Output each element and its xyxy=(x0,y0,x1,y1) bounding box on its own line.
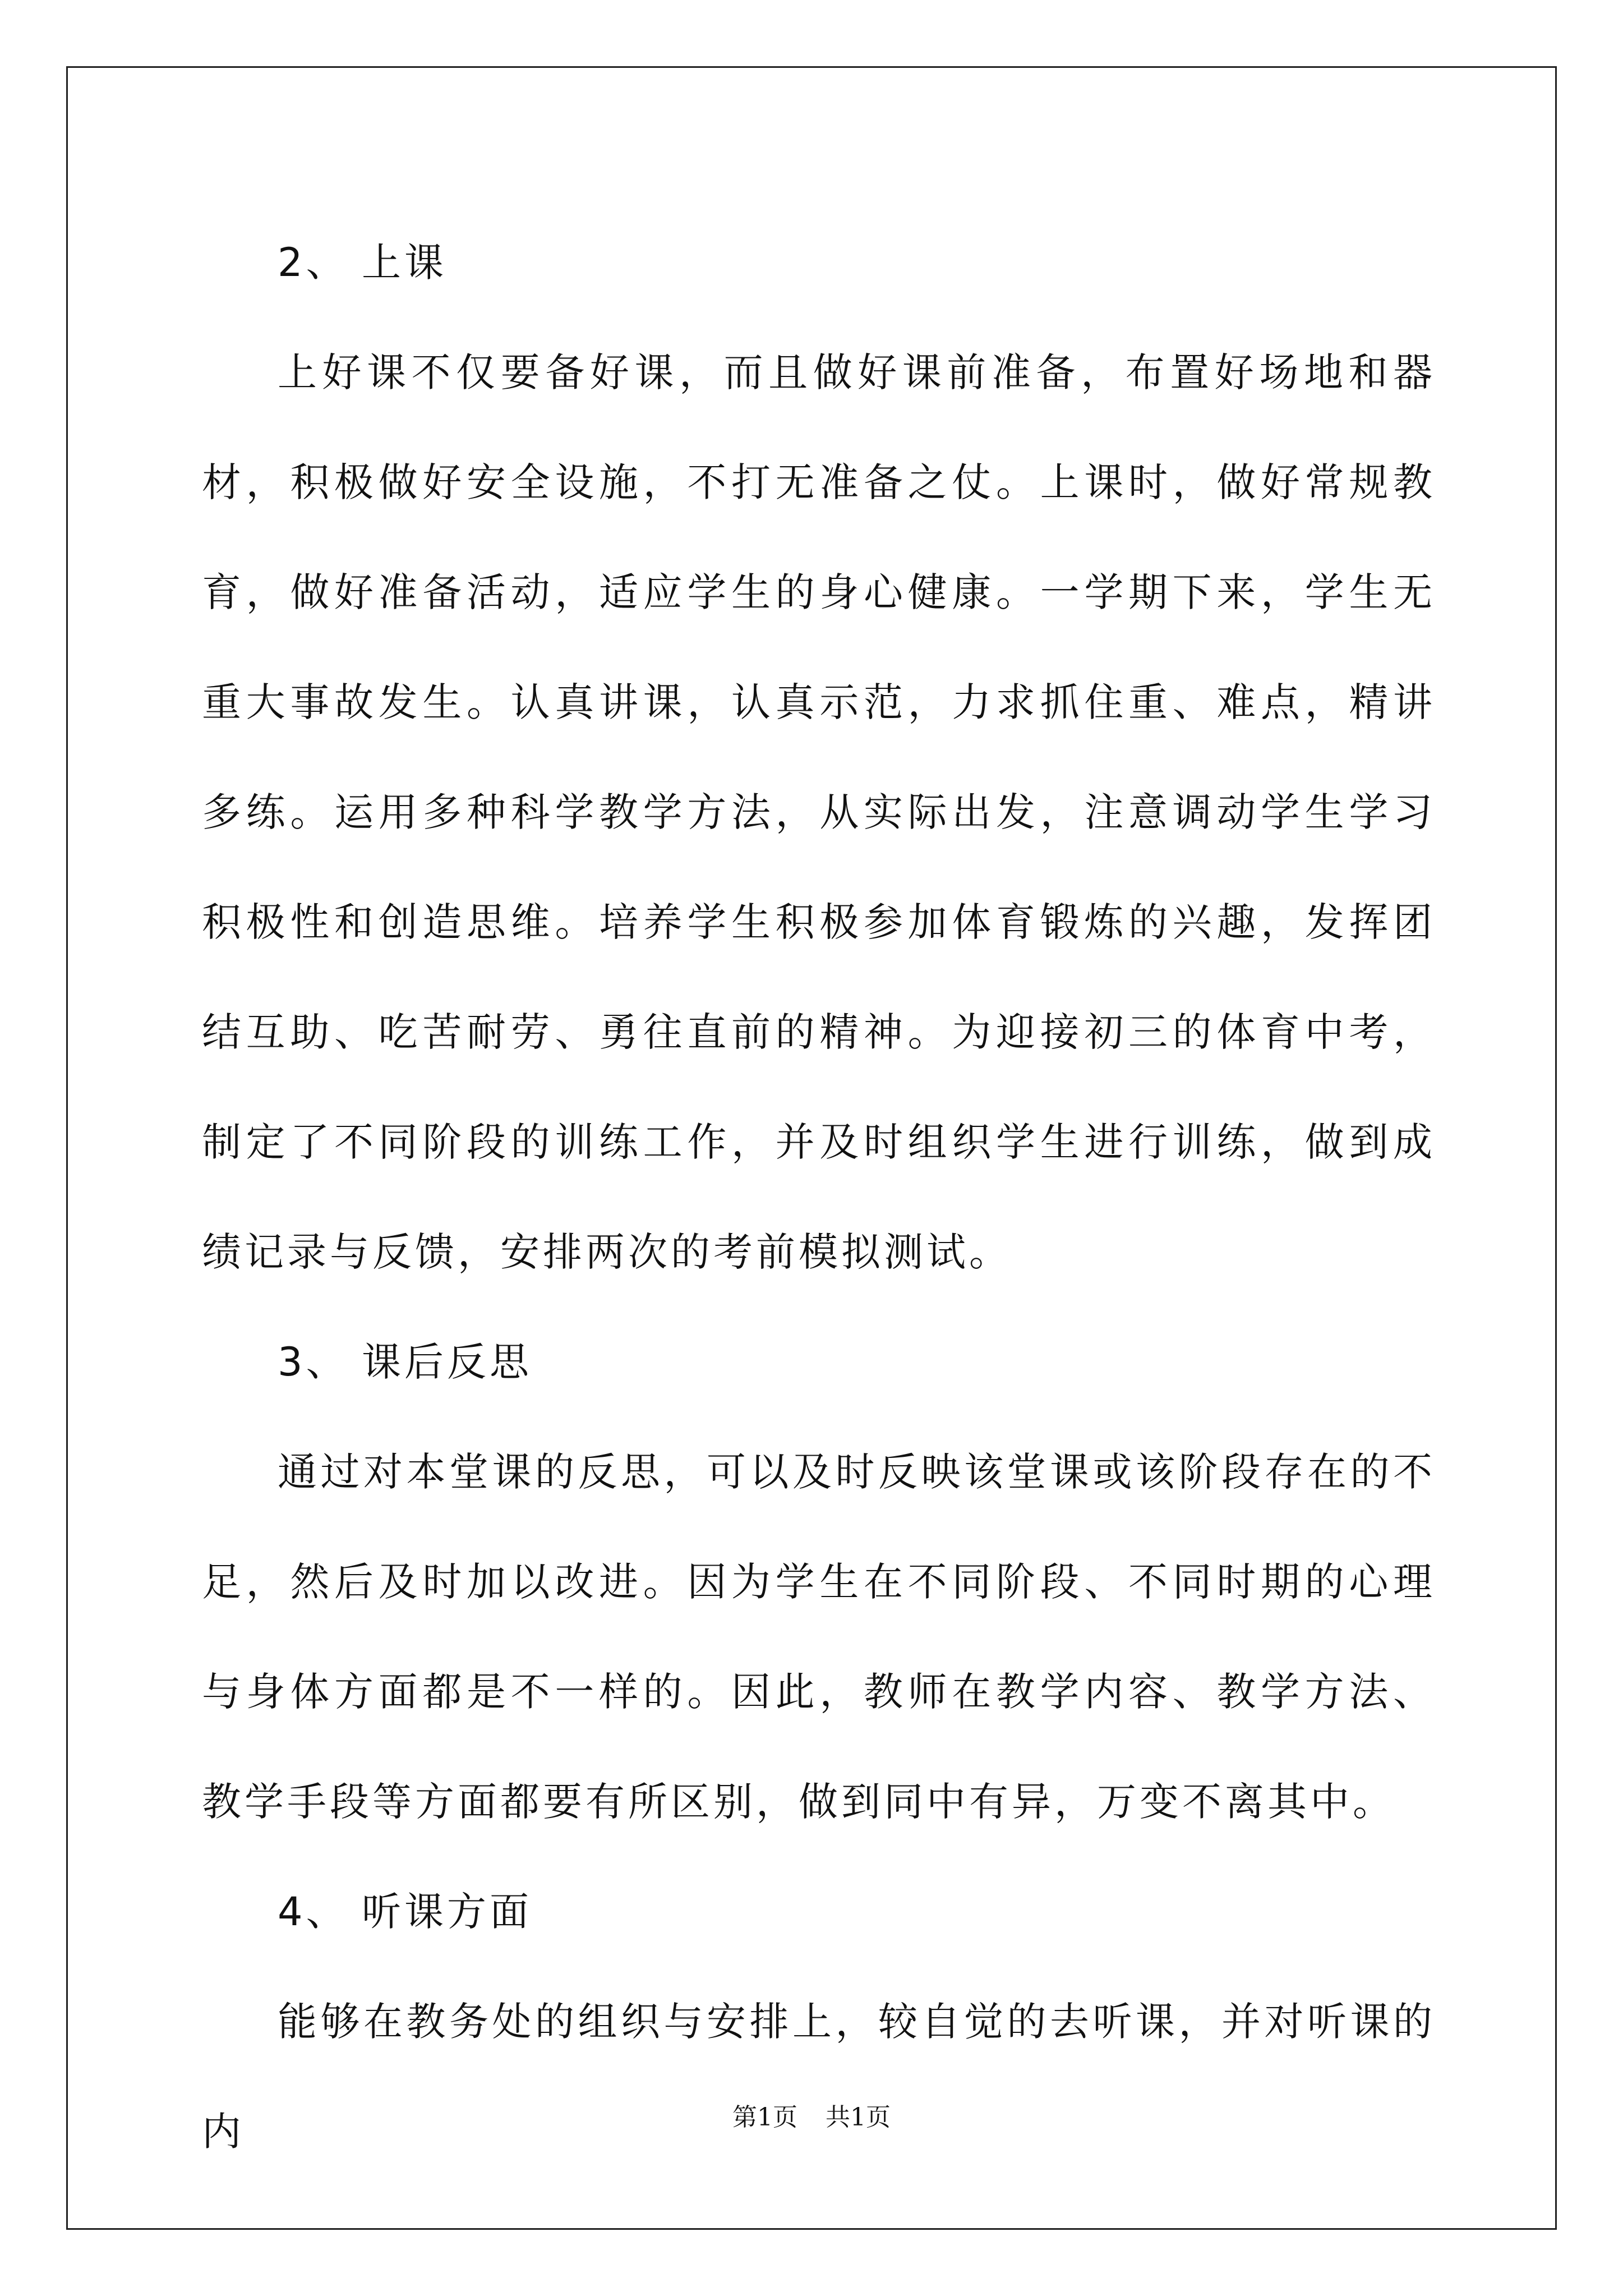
section-paragraph-3: 通过对本堂课的反思，可以及时反映该堂课或该阶段存在的不足，然后及时加以改进。因为学生在不同阶段、不同时期的心理与身体方面都是不一样的。因此，教师在教学内容、教学方法、教学手段等方面都要有所区别，做到同中有异，万变不离其中。 xyxy=(202,1449,1436,1825)
section-heading-2 xyxy=(202,208,1436,318)
section-title: 课后反思 xyxy=(362,1339,532,1385)
section-title: 听课方面 xyxy=(362,1889,532,1935)
section-paragraph-2: 上好课不仅要备好课，而且做好课前准备，布置好场地和器材，积极做好安全设施，不打无准备之仗。上课时，做好常规教育，做好准备活动，适应学生的身心健康。一学期下来，学生无重大事故发生。认真讲课，认真示范，力求抓住重、难点，精讲多练。运用多种科学教学方法，从实际出发，注意调动学生学习积极性和创造思维。培养学生积极参加体育锻炼的兴趣，发挥团结互助、吃苦耐劳、勇往直前的精神。为迎接初三的体育中考，制定了不同阶段的训练工作，并及时组织学生进行训练，做到成绩记录与反馈，安排两次的考前模拟测试。 xyxy=(202,349,1436,1275)
section-paragraph-4: 能够在教务处的组织与安排上，较自觉的去听课，并对听课的内 xyxy=(202,1999,1436,2155)
document-body xyxy=(202,208,1436,2187)
page-total: 共1页 xyxy=(826,2103,891,2132)
section-heading-4 xyxy=(202,1857,1436,1967)
page-footer xyxy=(0,2097,1623,2133)
section-title: 上课 xyxy=(362,240,447,286)
section-number: 4、 xyxy=(278,1889,349,1935)
section-number: 3、 xyxy=(278,1339,349,1385)
section-number: 2、 xyxy=(278,240,349,286)
section-heading-3 xyxy=(202,1307,1436,1417)
page-number: 第1页 xyxy=(732,2103,797,2132)
